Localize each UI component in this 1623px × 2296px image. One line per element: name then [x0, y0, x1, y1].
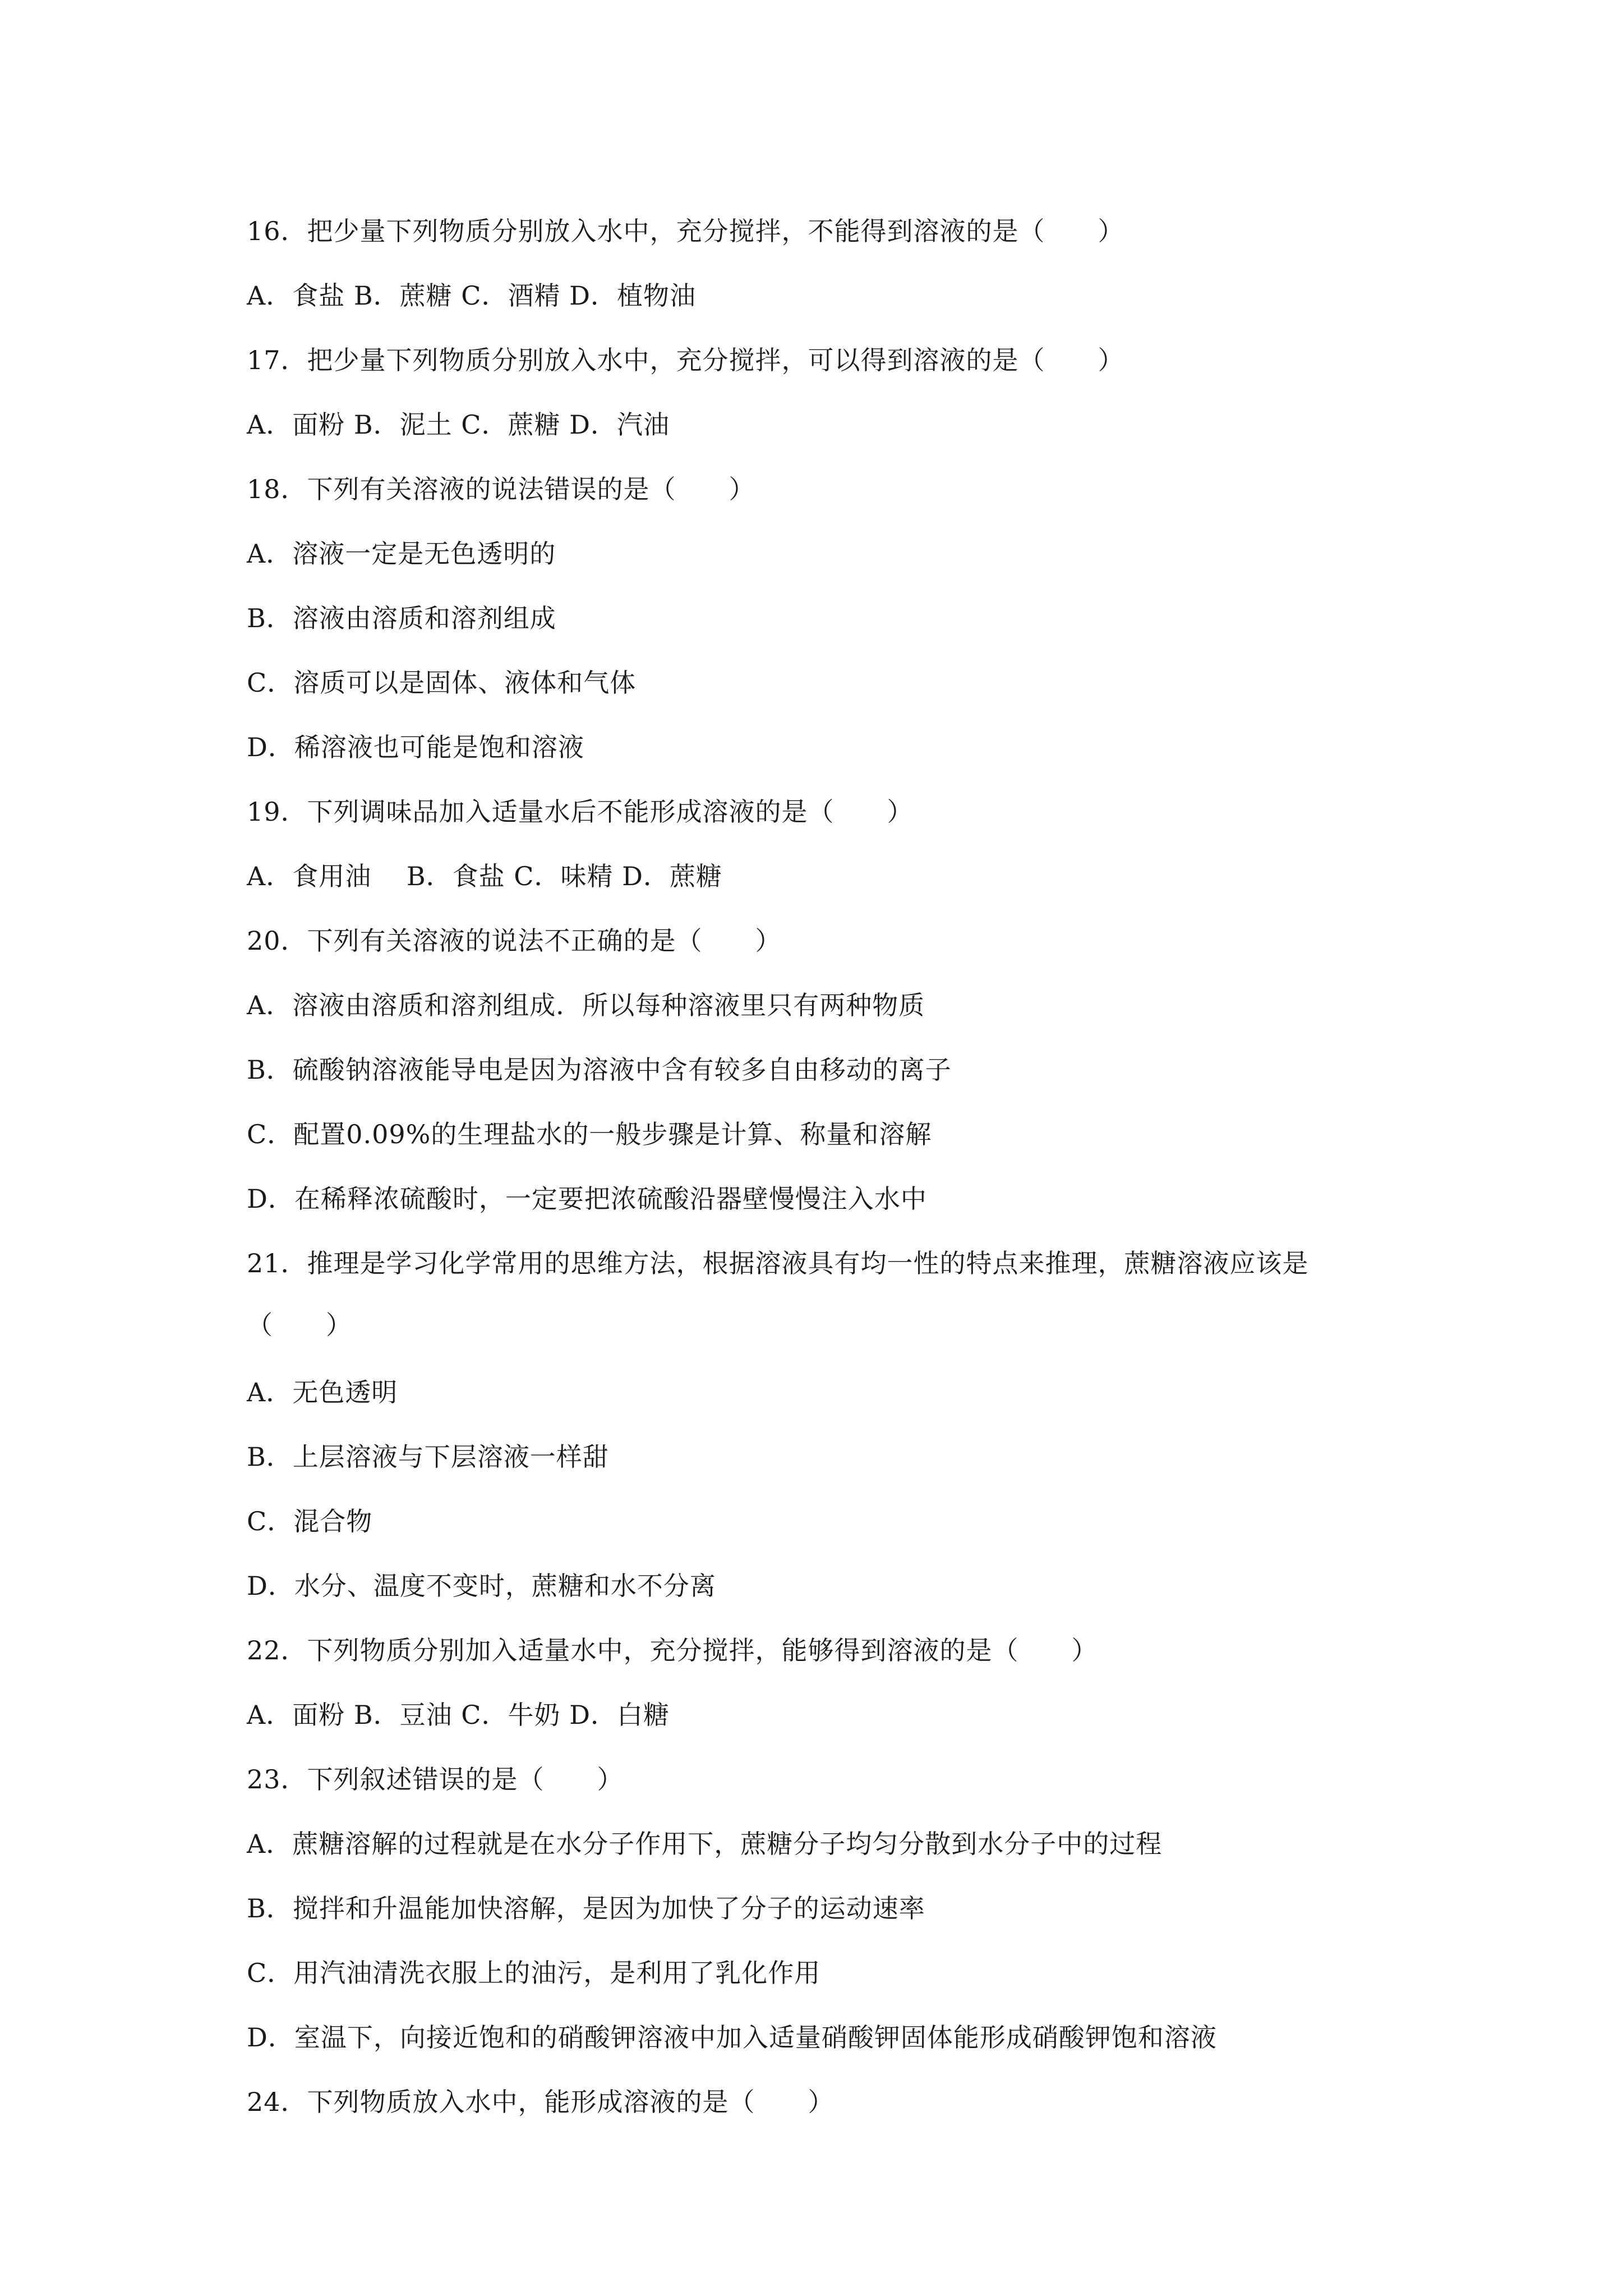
question-20: 20．下列有关溶液的说法不正确的是（ ） [247, 926, 782, 956]
question-19: 19．下列调味品加入适量水后不能形成溶液的是（ ） [247, 797, 914, 827]
options-19: A．食用油 B．食盐 C．味精 D．蔗糖 [247, 861, 722, 891]
question-16: 16．把少量下列物质分别放入水中，充分搅拌，不能得到溶液的是（ ） [247, 216, 1124, 246]
option-20-c: C．配置0.09%的生理盐水的一般步骤是计算、称量和溶解 [247, 1119, 932, 1149]
question-22: 22．下列物质分别加入适量水中，充分搅拌，能够得到溶液的是（ ） [247, 1635, 1098, 1665]
question-21-blank: （ ） [247, 1310, 352, 1340]
option-23-c: C．用汽油清洗衣服上的油污，是利用了乳化作用 [247, 1958, 821, 1988]
option-21-d: D．水分、温度不变时，蔗糖和水不分离 [247, 1571, 716, 1601]
option-21-b: B．上层溶液与下层溶液一样甜 [247, 1442, 609, 1472]
option-18-c: C．溶质可以是固体、液体和气体 [247, 668, 637, 698]
question-24: 24．下列物质放入水中，能形成溶液的是（ ） [247, 2087, 834, 2117]
options-16: A．食盐 B．蔗糖 C．酒精 D．植物油 [247, 280, 696, 311]
question-17: 17．把少量下列物质分别放入水中，充分搅拌，可以得到溶液的是（ ） [247, 345, 1124, 375]
option-23-d: D．室温下，向接近饱和的硝酸钾溶液中加入适量硝酸钾固体能形成硝酸钾饱和溶液 [247, 2022, 1217, 2053]
options-17: A．面粉 B．泥土 C．蔗糖 D．汽油 [247, 409, 670, 440]
option-21-a: A．无色透明 [247, 1377, 398, 1407]
option-18-b: B．溶液由溶质和溶剂组成 [247, 603, 556, 633]
option-21-c: C．混合物 [247, 1506, 373, 1536]
option-20-a: A．溶液由溶质和溶剂组成．所以每种溶液里只有两种物质 [247, 990, 925, 1020]
options-22: A．面粉 B．豆油 C．牛奶 D．白糖 [247, 1700, 670, 1730]
option-18-a: A．溶液一定是无色透明的 [247, 539, 556, 569]
option-20-b: B．硫酸钠溶液能导电是因为溶液中含有较多自由移动的离子 [247, 1055, 952, 1085]
option-18-d: D．稀溶液也可能是饱和溶液 [247, 732, 584, 762]
option-20-d: D．在稀释浓硫酸时，一定要把浓硫酸沿器壁慢慢注入水中 [247, 1184, 927, 1214]
option-23-b: B．搅拌和升温能加快溶解，是因为加快了分子的运动速率 [247, 1893, 925, 1924]
question-18: 18．下列有关溶液的说法错误的是（ ） [247, 474, 755, 504]
question-23: 23．下列叙述错误的是（ ） [247, 1764, 624, 1795]
question-21: 21．推理是学习化学常用的思维方法，根据溶液具有均一性的特点来推理，蔗糖溶液应该是 [247, 1248, 1309, 1278]
option-23-a: A．蔗糖溶解的过程就是在水分子作用下，蔗糖分子均匀分散到水分子中的过程 [247, 1829, 1163, 1859]
